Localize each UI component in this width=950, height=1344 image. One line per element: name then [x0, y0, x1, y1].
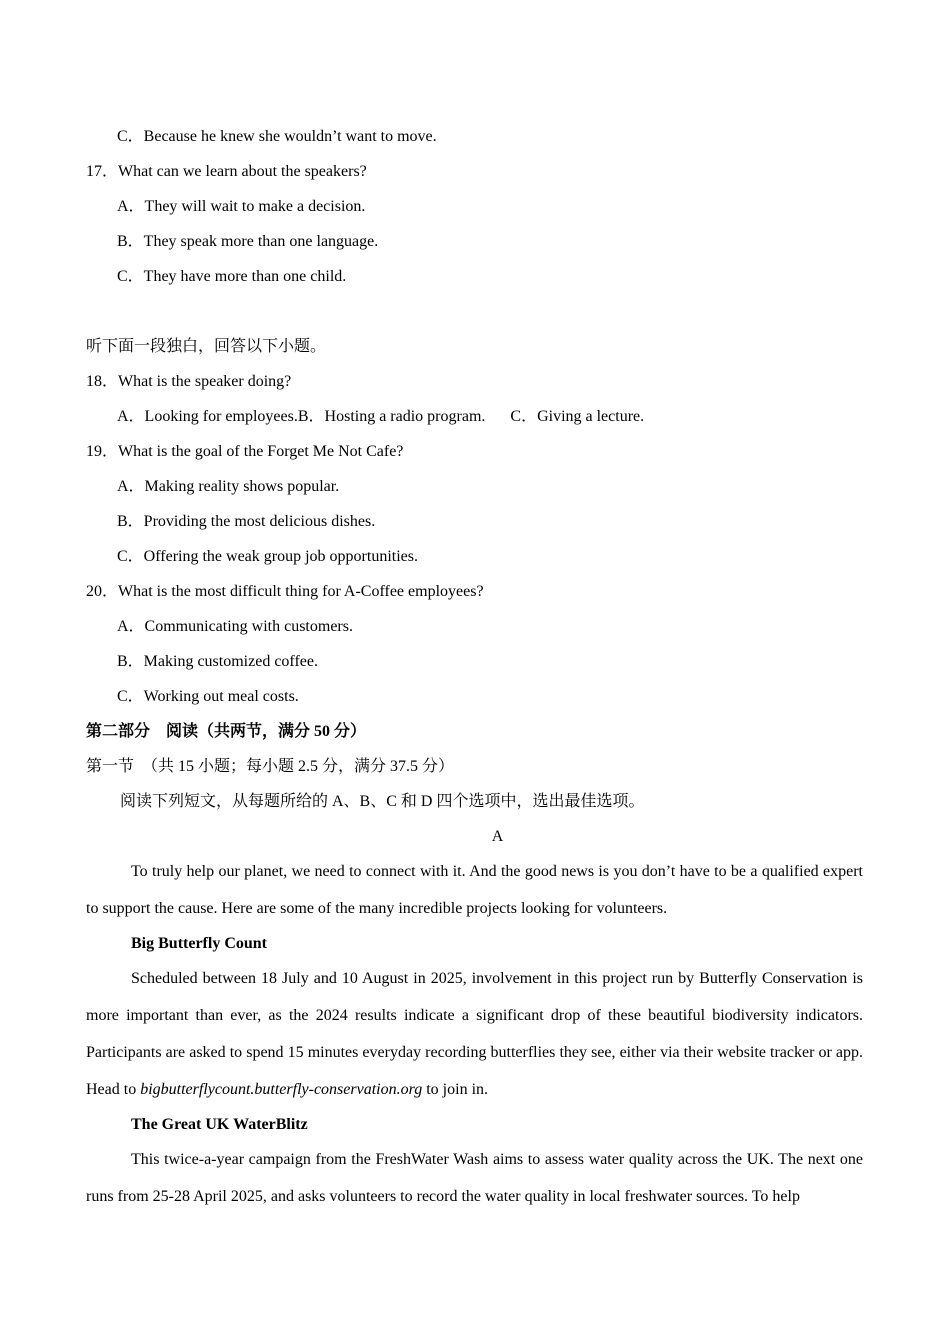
q18-question: 18．What is the speaker doing? [86, 373, 292, 390]
q17-option-a: A．They will wait to make a decision. [117, 198, 366, 215]
q17-option-c: C．They have more than one child. [117, 268, 347, 285]
part2-title: 第二部分 阅读（共两节，满分 50 分） [86, 723, 367, 740]
reading-instruction: 阅读下列短文，从每题所给的 A、B、C 和 D 四个选项中，选出最佳选项。 [120, 793, 645, 810]
heading-great-uk-waterblitz: The Great UK WaterBlitz [131, 1116, 308, 1133]
q19-option-a: A．Making reality shows popular. [117, 478, 340, 495]
q19-question: 19．What is the goal of the Forget Me Not Cafe? [86, 443, 404, 460]
q18-option-c: C．Giving a lecture. [510, 408, 645, 425]
section1-title: 第一节 （共 15 小题；每小题 2.5 分，满分 37.5 分） [86, 758, 455, 775]
q18-option-b: B．Hosting a radio program. [297, 408, 486, 425]
q20-option-c: C．Working out meal costs. [117, 688, 299, 705]
q18-options [117, 407, 644, 427]
q20-option-b: B．Making customized coffee. [117, 653, 318, 670]
monologue-intro: 听下面一段独白，回答以下小题。 [86, 338, 327, 355]
butterfly-website: bigbutterflycount.butterfly-conservation.org [140, 1081, 423, 1098]
q19-option-b: B．Providing the most delicious dishes. [117, 513, 376, 530]
paragraph-butterfly-text: Scheduled between 18 July and 10 August in 2025, involvement in this project run by Butterfly Conservation is more important than ever, as the 2024 results indicate a significant drop of these beautiful biodiversity indicators. Participants are asked to spend 15 minutes everyday recording butterflies they see, either via their website tracker or app. Head to [86, 970, 863, 1098]
heading-big-butterfly-count: Big Butterfly Count [131, 935, 267, 952]
passage-label: A [491, 828, 504, 845]
q16-option-c: C．Because he knew she wouldn’t want to move. [117, 128, 437, 145]
q20-question: 20．What is the most difficult thing for A-Coffee employees? [86, 583, 484, 600]
q17-option-b: B．They speak more than one language. [117, 233, 379, 250]
q17-question: 17．What can we learn about the speakers? [86, 163, 367, 180]
q19-option-c: C．Offering the weak group job opportunities. [117, 548, 418, 565]
q18-option-a: A．Looking for employees. [117, 408, 298, 425]
passage-intro: To truly help our planet, we need to connect with it. And the good news is you don’t have to be a qualified expert to support the cause. Here are some of the many incredible projects looking for volunteers. [86, 863, 863, 917]
paragraph-butterfly-end: to join in. [422, 1081, 489, 1098]
paragraph-waterblitz: This twice-a-year campaign from the FreshWater Wash aims to assess water quality across the UK. The next one runs from 25-28 April 2025, and asks volunteers to record the water quality in local freshwater sources. To help [86, 1151, 863, 1205]
paragraph-butterfly [86, 960, 863, 1108]
q20-option-a: A．Communicating with customers. [117, 618, 353, 635]
